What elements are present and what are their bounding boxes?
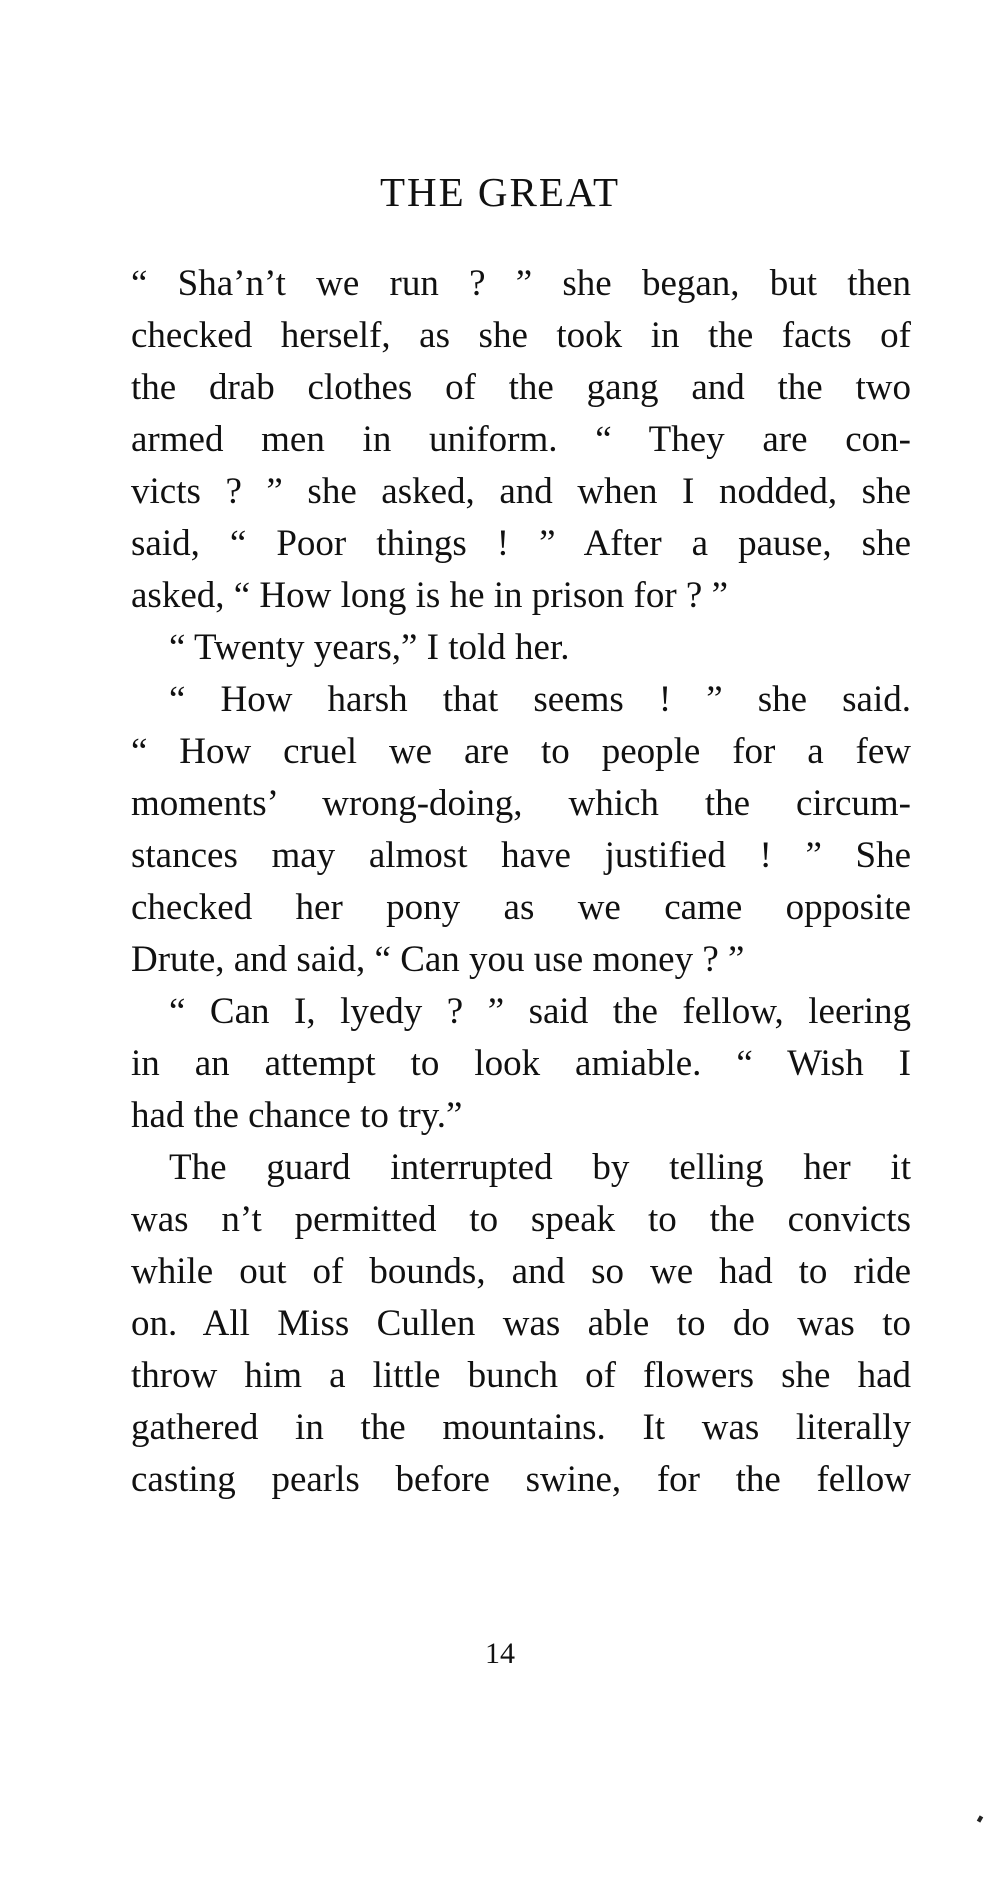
paragraph-1 [131, 258, 911, 622]
text-line: stances may almost have justified ! ” She [131, 835, 911, 876]
text-line: “ Sha’n’t we run ? ” she began, but then [131, 263, 911, 304]
paragraph-3 [131, 674, 911, 986]
text-line: “ How harsh that seems ! ” she said. [169, 679, 911, 720]
text-line: on. All Miss Cullen was able to do was to [131, 1303, 911, 1344]
scan-speck [977, 1815, 983, 1822]
text-line: Drute, and said, “ Can you use money ? ” [131, 939, 745, 980]
paragraph-2 [131, 622, 911, 674]
text-line: The guard interrupted by telling her it [169, 1147, 911, 1188]
text-line: throw him a little bunch of flowers she had [131, 1355, 911, 1396]
text-line: casting pearls before swine, for the fellow [131, 1459, 911, 1500]
text-line: victs ? ” she asked, and when I nodded, she [131, 471, 911, 512]
text-line: armed men in uniform. “ They are con- [131, 419, 911, 460]
running-header: THE GREAT [379, 169, 621, 215]
text-line: said, “ Poor things ! ” After a pause, she [131, 523, 911, 564]
text-line: checked her pony as we came opposite [131, 887, 911, 928]
text-line: checked herself, as she took in the facts of [131, 315, 911, 356]
text-line: moments’ wrong-doing, which the circum- [131, 783, 911, 824]
text-line: “ Twenty years,” I told her. [169, 627, 570, 668]
text-line: asked, “ How long is he in prison for ? ” [131, 575, 729, 616]
page-number: 14 [485, 1637, 515, 1670]
text-line: was n’t permitted to speak to the convicts [131, 1199, 911, 1240]
text-line: the drab clothes of the gang and the two [131, 367, 911, 408]
text-line: had the chance to try.” [131, 1095, 463, 1136]
body-text [131, 258, 911, 1506]
text-line: gathered in the mountains. It was literally [131, 1407, 911, 1448]
text-line: while out of bounds, and so we had to ride [131, 1251, 911, 1292]
paragraph-4 [131, 986, 911, 1142]
paragraph-5 [131, 1142, 911, 1506]
text-line: “ How cruel we are to people for a few [131, 731, 911, 772]
text-line: in an attempt to look amiable. “ Wish I [131, 1043, 911, 1084]
text-line: “ Can I, lyedy ? ” said the fellow, leering [169, 991, 911, 1032]
